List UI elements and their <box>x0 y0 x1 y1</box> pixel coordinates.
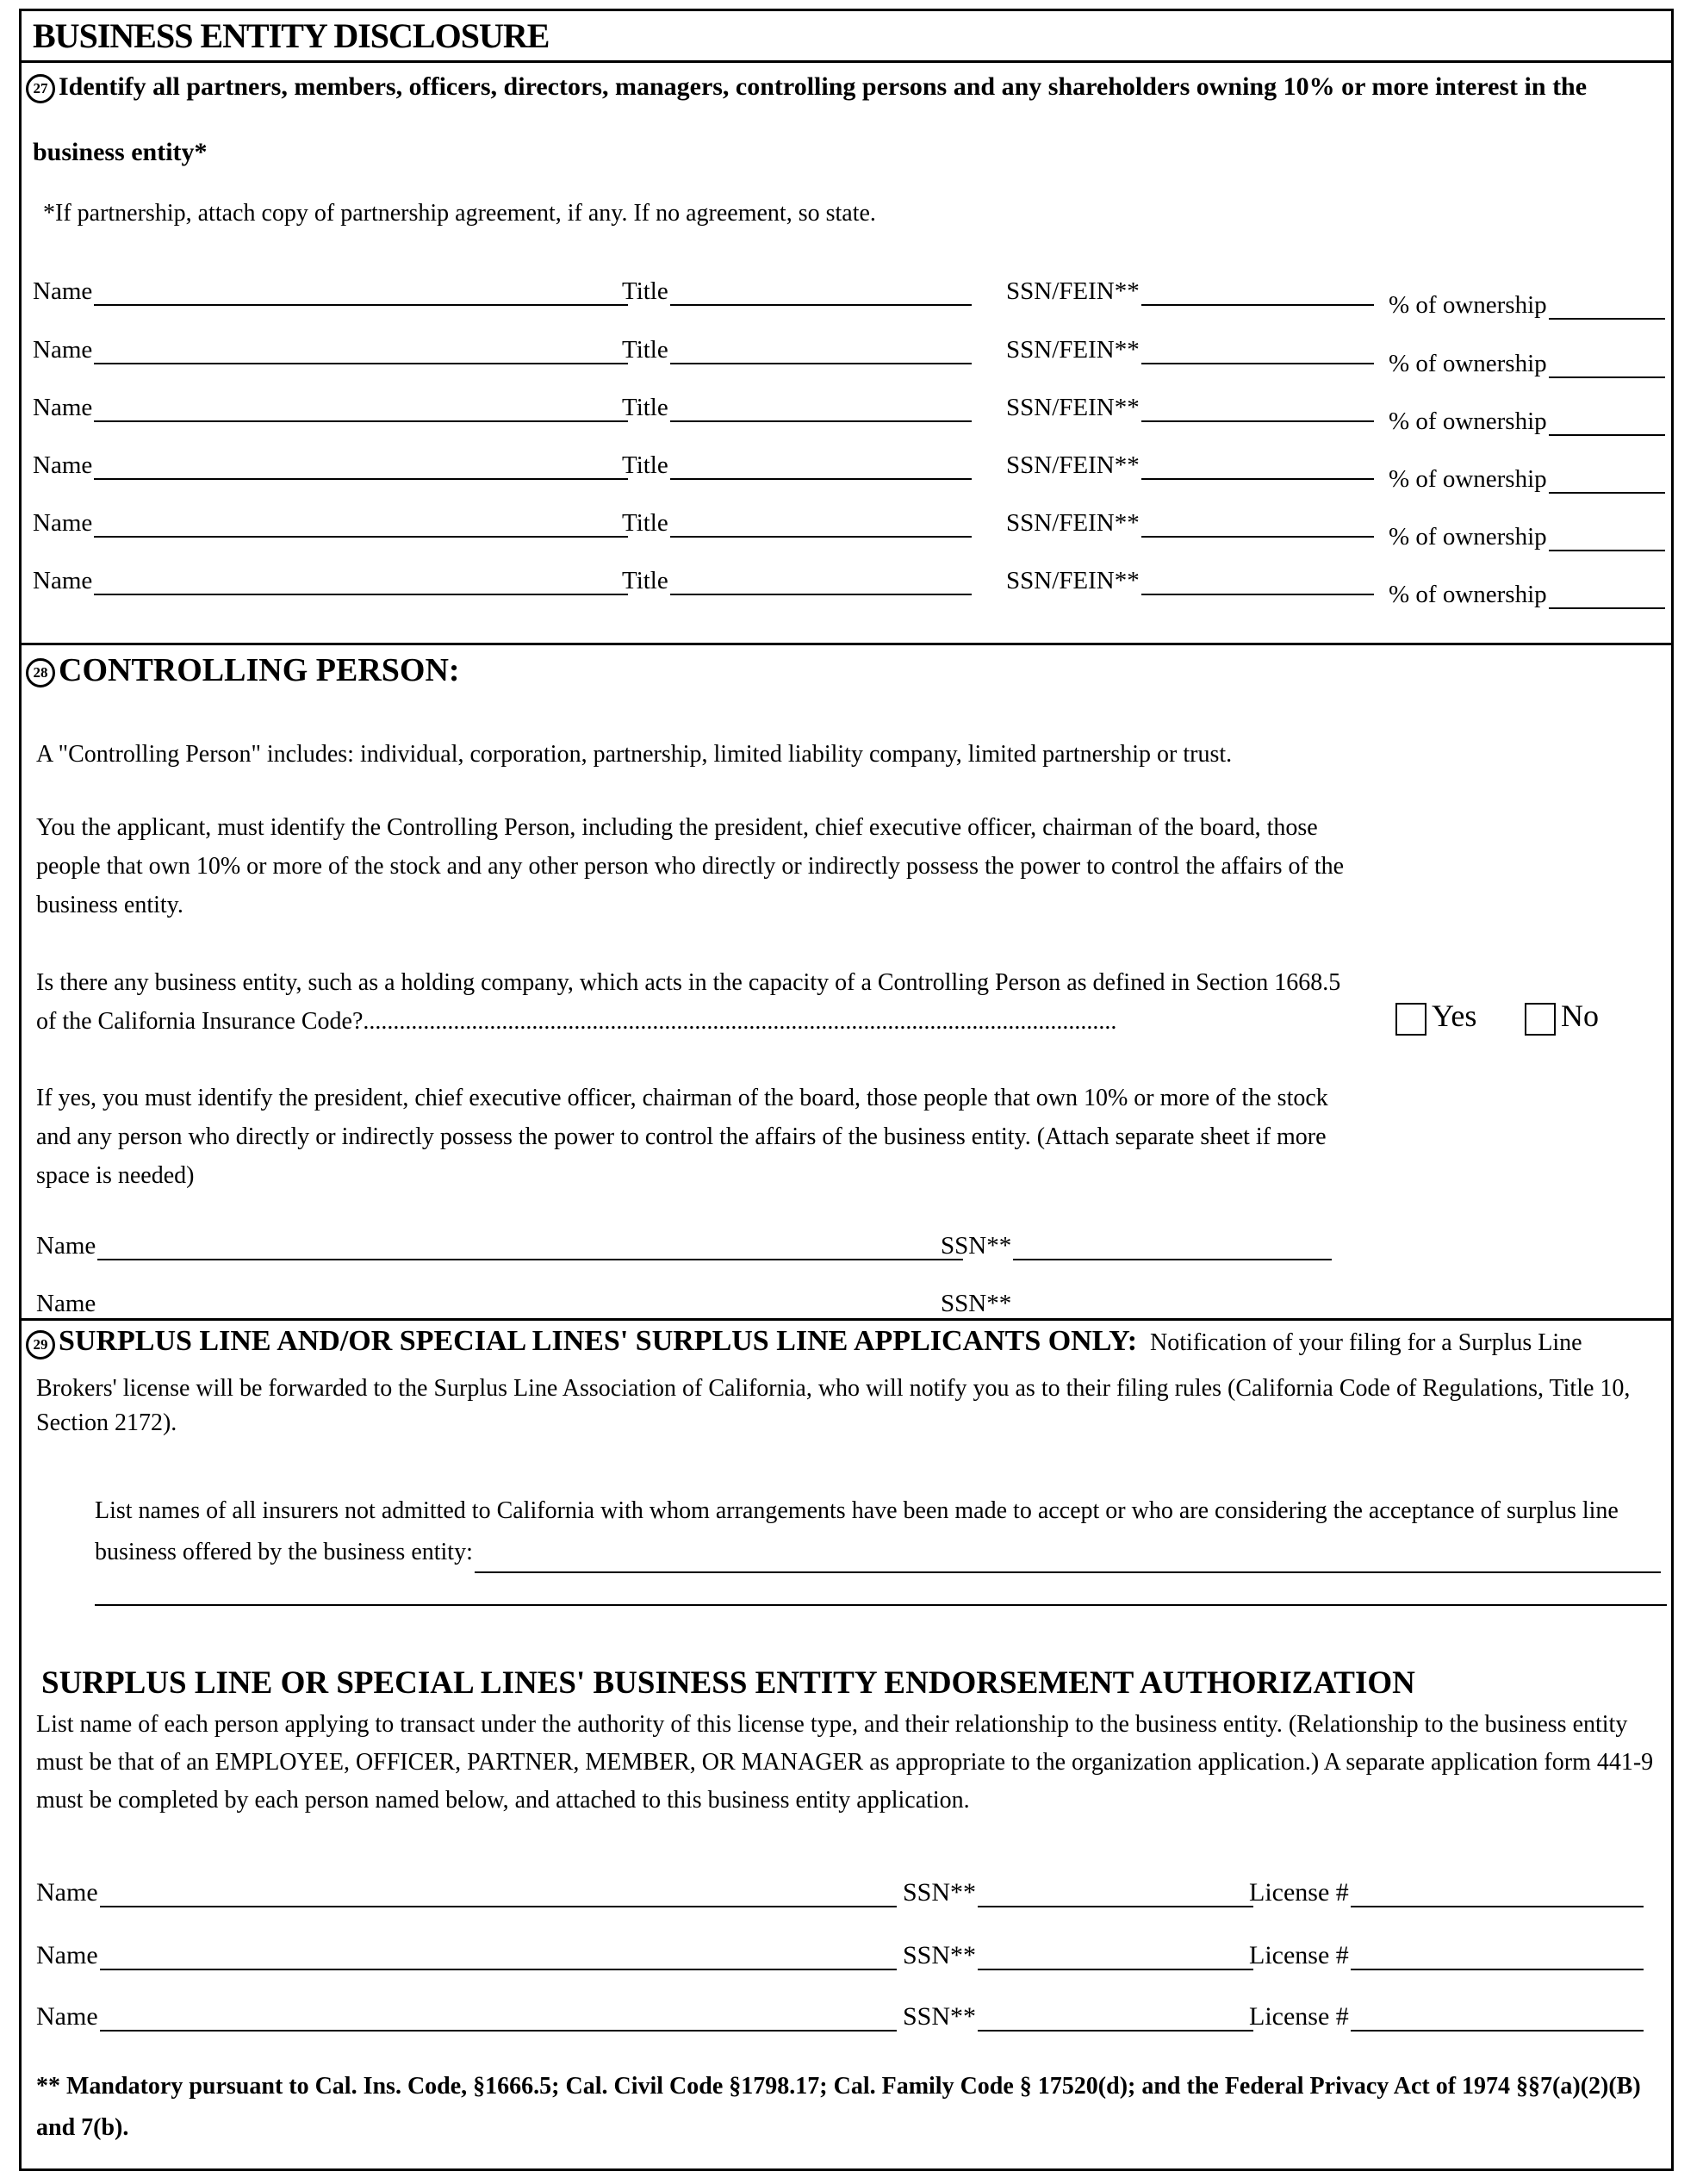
section-27-heading-cont: business entity* <box>33 138 208 166</box>
controlling-person-definition: A "Controlling Person" includes: individual, corporation, partnership, limited liability company, limited partnership or trust. <box>36 741 1233 768</box>
endorsee-ssn-input[interactable] <box>978 1882 1253 1907</box>
endorsee-name-field-1[interactable] <box>36 1878 897 1907</box>
section-27-divider <box>19 643 1674 645</box>
yes-checkbox[interactable] <box>1395 1003 1426 1036</box>
ssn-fein-field-5[interactable] <box>1006 509 1374 538</box>
endorsement-line-3: must be completed by each person named below, and attached to this business entity application. <box>36 1787 970 1814</box>
no-checkbox[interactable] <box>1525 1003 1556 1036</box>
ownership-field-6[interactable] <box>1389 581 1665 609</box>
name-label: Name <box>36 1290 96 1317</box>
ssn-fein-field-1[interactable] <box>1006 277 1374 306</box>
endorsee-license-field-2[interactable] <box>1249 1941 1644 1970</box>
endorsee-license-label: License # <box>1249 2002 1349 2031</box>
controlling-ssn-field-2[interactable] <box>941 1290 1011 1318</box>
no-option[interactable] <box>1525 998 1599 1036</box>
title-field-4[interactable] <box>622 451 972 480</box>
partnership-note: *If partnership, attach copy of partnership agreement, if any. If no agreement, so state. <box>43 200 876 227</box>
ownership-field-4[interactable] <box>1389 465 1665 494</box>
insurers-field[interactable] <box>95 1532 1661 1573</box>
no-label: No <box>1561 999 1599 1033</box>
endorsement-heading: SURPLUS LINE OR SPECIAL LINES' BUSINESS ENTITY ENDORSEMENT AUTHORIZATION <box>41 1665 1415 1701</box>
name-field-4[interactable] <box>33 451 628 480</box>
section-28-divider <box>19 1318 1674 1321</box>
name-input[interactable] <box>94 512 628 538</box>
if-yes-line-2: and any person who directly or indirectly possess the power to control the affairs of the business entity. (Attach separate sheet if more <box>36 1123 1327 1150</box>
section-27-number: 27 <box>26 74 55 103</box>
ownership-input[interactable] <box>1549 410 1665 436</box>
endorsee-ssn-label: SSN** <box>903 1878 977 1907</box>
endorsee-name-input[interactable] <box>100 1944 897 1970</box>
endorsement-instructions <box>36 1706 1653 1820</box>
ssn-fein-label: SSN/FEIN** <box>1006 277 1140 305</box>
name-input[interactable] <box>94 454 628 480</box>
ssn-fein-label: SSN/FEIN** <box>1006 567 1140 594</box>
section-29-number: 29 <box>26 1330 55 1360</box>
ssn-fein-label: SSN/FEIN** <box>1006 509 1140 537</box>
instructions-line-3: business entity. <box>36 892 183 918</box>
name-label: Name <box>33 567 93 594</box>
endorsee-license-input[interactable] <box>1351 1944 1644 1970</box>
name-label: Name <box>33 509 93 537</box>
name-label: Name <box>33 277 93 305</box>
holding-company-question <box>36 963 1340 1041</box>
name-field-5[interactable] <box>33 509 628 538</box>
name-label: Name <box>33 336 93 364</box>
section-28-number: 28 <box>26 658 55 688</box>
ssn-fein-field-3[interactable] <box>1006 394 1374 422</box>
endorsee-ssn-field-3[interactable] <box>903 2002 1253 2032</box>
name-field-6[interactable] <box>33 567 628 595</box>
title-label: Title <box>622 567 668 594</box>
title-field-6[interactable] <box>622 567 972 595</box>
ssn-fein-label: SSN/FEIN** <box>1006 394 1140 421</box>
title-field-1[interactable] <box>622 277 972 306</box>
ownership-label: % of ownership <box>1389 523 1547 551</box>
section-28-heading-text: CONTROLLING PERSON: <box>59 652 460 688</box>
section-29-heading-text: SURPLUS LINE AND/OR SPECIAL LINES' SURPLUS LINE APPLICANTS ONLY: <box>59 1325 1138 1357</box>
name-label: Name <box>33 451 93 479</box>
endorsee-name-input[interactable] <box>100 1882 897 1907</box>
title-input[interactable] <box>670 512 972 538</box>
name-label: Name <box>36 1232 96 1260</box>
section-28-heading <box>26 651 460 689</box>
endorsee-ssn-field-2[interactable] <box>903 1941 1253 1970</box>
name-input[interactable] <box>94 339 628 364</box>
instructions-line-1: You the applicant, must identify the Controlling Person, including the president, chief executive officer, chairman of the board, those <box>36 814 1318 841</box>
ownership-field-1[interactable] <box>1389 291 1665 320</box>
ownership-input[interactable] <box>1549 526 1665 551</box>
controlling-person-instructions <box>36 808 1344 924</box>
ownership-field-3[interactable] <box>1389 408 1665 436</box>
ownership-label: % of ownership <box>1389 291 1547 319</box>
endorsee-ssn-input[interactable] <box>978 2006 1253 2032</box>
ownership-input[interactable] <box>1549 468 1665 494</box>
title-label: Title <box>622 509 668 537</box>
ssn-fein-input[interactable] <box>1141 512 1374 538</box>
footnote-line-1: ** Mandatory pursuant to Cal. Ins. Code, §1666.5; Cal. Civil Code §1798.17; Cal. Family Code § 17520(d); and the Federal Privacy Act of 1974 §§7(a)(2)(B) <box>36 2073 1641 2100</box>
endorsee-license-label: License # <box>1249 1941 1349 1969</box>
insurers-input-1[interactable] <box>475 1547 1661 1573</box>
ssn-fein-input[interactable] <box>1141 454 1374 480</box>
intro-line-3: Section 2172). <box>36 1409 177 1436</box>
mandatory-footnote <box>36 2066 1641 2149</box>
question-line-2: of the California Insurance Code?............................................................................................................................. <box>36 1008 1117 1035</box>
endorsee-name-label: Name <box>36 1941 98 1969</box>
if-yes-line-1: If yes, you must identify the president, chief executive officer, chairman of the board, those people that own 10% or more of the stock <box>36 1085 1328 1111</box>
title-label: Title <box>622 451 668 479</box>
controlling-name-field-2[interactable] <box>36 1290 96 1318</box>
surplus-line-intro <box>36 1372 1630 1440</box>
name-input[interactable] <box>94 396 628 422</box>
ownership-label: % of ownership <box>1389 581 1547 608</box>
ssn-fein-field-4[interactable] <box>1006 451 1374 480</box>
ssn-fein-field-2[interactable] <box>1006 336 1374 364</box>
yes-option[interactable] <box>1395 998 1476 1036</box>
ownership-field-2[interactable] <box>1389 350 1665 378</box>
insurers-input-2[interactable] <box>95 1604 1667 1606</box>
title-divider <box>19 60 1674 63</box>
name-label: Name <box>33 394 93 421</box>
title-label: Title <box>622 394 668 421</box>
endorsee-license-field-1[interactable] <box>1249 1878 1644 1907</box>
section-29-heading-tail: Notification of your filing for a Surplus Line <box>1150 1329 1582 1356</box>
endorsement-line-2: must be that of an EMPLOYEE, OFFICER, PARTNER, MEMBER, OR MANAGER as appropriate to the organization application.) A separate application form 441-9 <box>36 1749 1654 1776</box>
ownership-input[interactable] <box>1549 583 1665 609</box>
controlling-ssn-field-1[interactable] <box>941 1232 1332 1260</box>
name-field-1[interactable] <box>33 277 628 306</box>
list-line-1: List names of all insurers not admitted to California with whom arrangements have been made to accept or who are considering the acceptance of surplus line <box>95 1497 1619 1524</box>
section-27-heading <box>26 72 1587 103</box>
ssn-label: SSN** <box>941 1232 1012 1260</box>
ownership-input[interactable] <box>1549 352 1665 378</box>
ssn-input[interactable] <box>1013 1235 1332 1260</box>
ownership-field-5[interactable] <box>1389 523 1665 551</box>
title-input[interactable] <box>670 396 972 422</box>
title-input[interactable] <box>670 339 972 364</box>
endorsee-ssn-field-1[interactable] <box>903 1878 1253 1907</box>
ssn-fein-input[interactable] <box>1141 569 1374 595</box>
ownership-label: % of ownership <box>1389 350 1547 377</box>
if-yes-line-3: space is needed) <box>36 1162 195 1189</box>
endorsee-license-field-3[interactable] <box>1249 2002 1644 2032</box>
endorsee-ssn-label: SSN** <box>903 1941 977 1969</box>
ssn-fein-field-6[interactable] <box>1006 567 1374 595</box>
instructions-line-2: people that own 10% or more of the stock and any other person who directly or indirectly possess the power to control the affairs of the <box>36 853 1345 880</box>
section-27-heading-text: Identify all partners, members, officers, directors, managers, controlling persons and any shareholders owning 10% or more interest in the <box>59 72 1588 101</box>
section-29-heading <box>26 1325 1582 1360</box>
title-input[interactable] <box>670 454 972 480</box>
yes-label: Yes <box>1432 999 1477 1033</box>
ownership-input[interactable] <box>1549 294 1665 320</box>
endorsee-license-input[interactable] <box>1351 2006 1644 2032</box>
if-yes-instructions <box>36 1079 1328 1195</box>
endorsee-name-field-3[interactable] <box>36 2002 897 2032</box>
ssn-label: SSN** <box>941 1290 1012 1317</box>
controlling-name-field-1[interactable] <box>36 1232 963 1260</box>
footnote-line-2: and 7(b). <box>36 2114 129 2141</box>
title-input[interactable] <box>670 569 972 595</box>
endorsee-name-label: Name <box>36 2002 98 2031</box>
endorsee-ssn-input[interactable] <box>978 1944 1253 1970</box>
ssn-fein-label: SSN/FEIN** <box>1006 451 1140 479</box>
list-line-2: business offered by the business entity: <box>95 1539 473 1565</box>
ownership-label: % of ownership <box>1389 465 1547 493</box>
title-input[interactable] <box>670 280 972 306</box>
title-field-3[interactable] <box>622 394 972 422</box>
intro-line-2: Brokers' license will be forwarded to the Surplus Line Association of California, who will notify you as to their filing rules (California Code of Regulations, Title 10, <box>36 1375 1631 1402</box>
insurers-list-prompt <box>95 1490 1661 1573</box>
name-input[interactable] <box>97 1235 963 1260</box>
ssn-fein-input[interactable] <box>1141 396 1374 422</box>
endorsement-line-1: List name of each person applying to transact under the authority of this license type, and their relationship to the business entity. (Relationship to the business entity <box>36 1711 1628 1738</box>
title-field-5[interactable] <box>622 509 972 538</box>
question-line-1: Is there any business entity, such as a holding company, which acts in the capacity of a Controlling Person as defined in Section 1668.5 <box>36 969 1341 996</box>
endorsee-name-label: Name <box>36 1878 98 1907</box>
name-input[interactable] <box>94 280 628 306</box>
name-field-3[interactable] <box>33 394 628 422</box>
endorsee-name-field-2[interactable] <box>36 1941 897 1970</box>
title-label: Title <box>622 336 668 364</box>
endorsee-license-input[interactable] <box>1351 1882 1644 1907</box>
ownership-label: % of ownership <box>1389 408 1547 435</box>
endorsee-name-input[interactable] <box>100 2006 897 2032</box>
ssn-fein-input[interactable] <box>1141 339 1374 364</box>
ssn-fein-label: SSN/FEIN** <box>1006 336 1140 364</box>
name-input[interactable] <box>94 569 628 595</box>
endorsee-license-label: License # <box>1249 1878 1349 1907</box>
ssn-fein-input[interactable] <box>1141 280 1374 306</box>
title-label: Title <box>622 277 668 305</box>
endorsee-ssn-label: SSN** <box>903 2002 977 2031</box>
form-title: BUSINESS ENTITY DISCLOSURE <box>33 16 550 55</box>
name-field-2[interactable] <box>33 336 628 364</box>
title-field-2[interactable] <box>622 336 972 364</box>
